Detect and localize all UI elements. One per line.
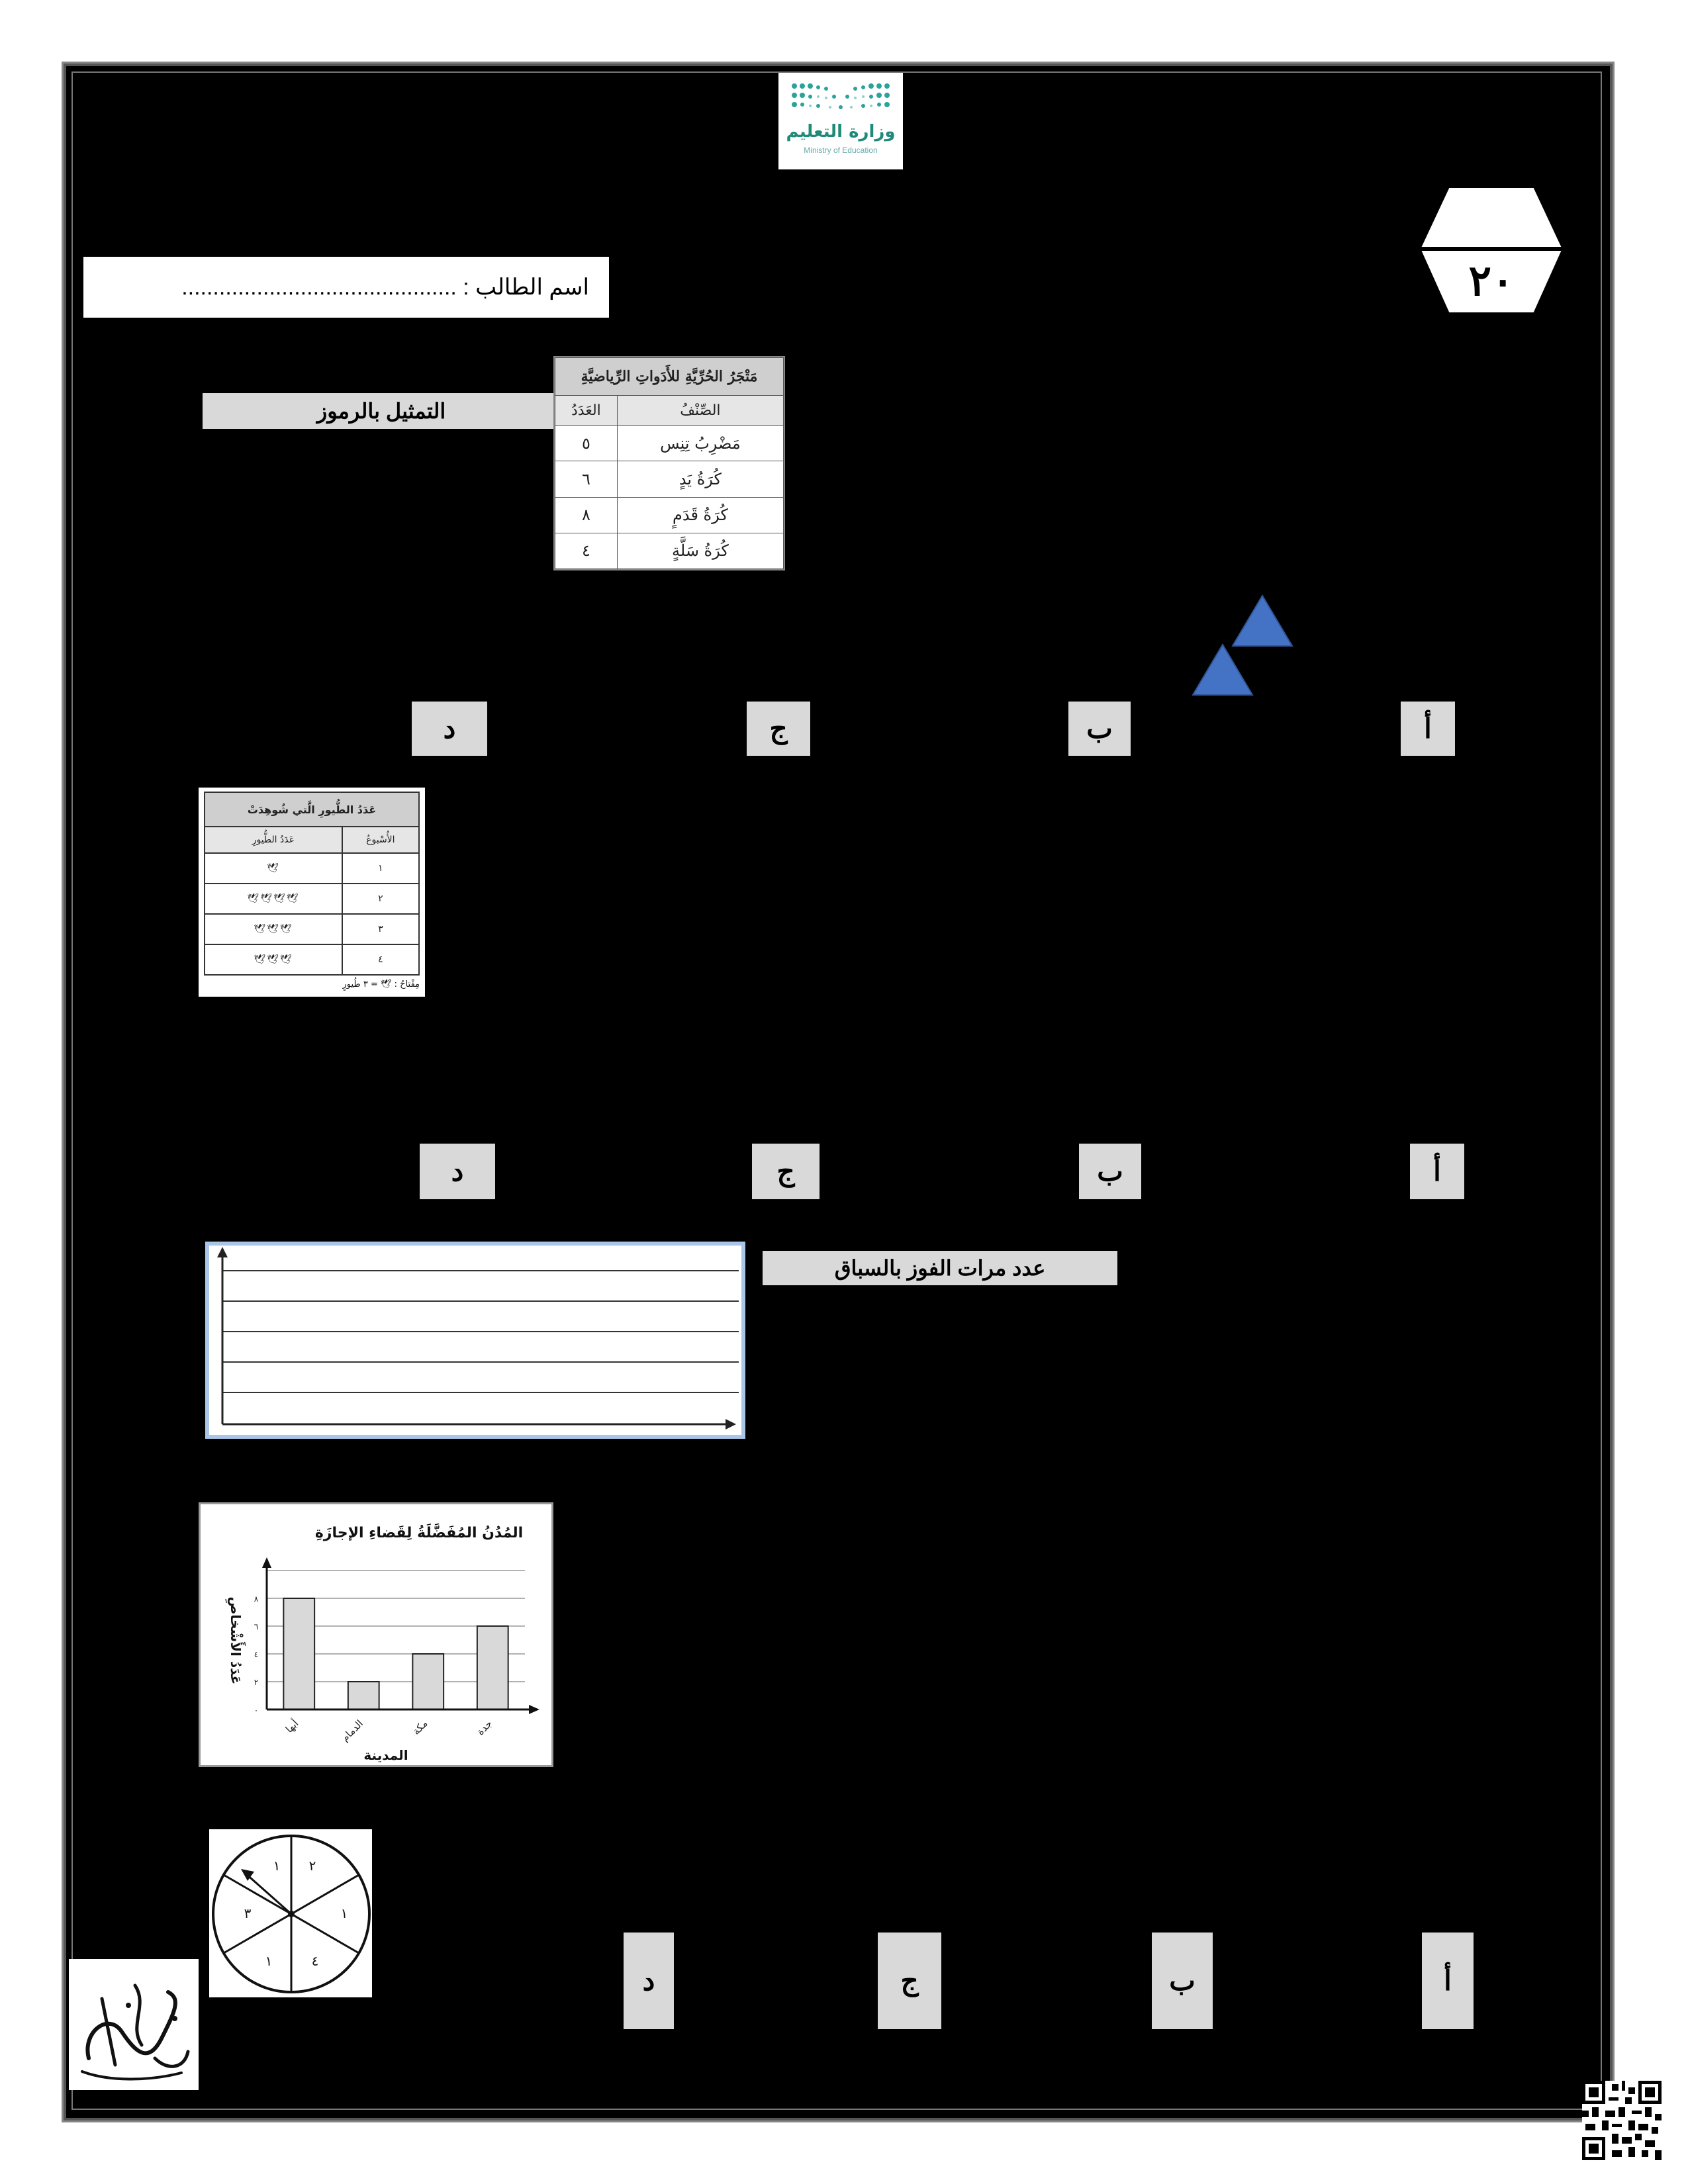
spinner-number: ١ — [273, 1858, 281, 1874]
q2-option-c[interactable]: ج — [752, 1144, 820, 1199]
y-tick-label: ٠ — [254, 1706, 259, 1715]
y-tick-label: ٢ — [254, 1678, 259, 1687]
y-tick-label: ٤ — [254, 1650, 259, 1659]
q5-option-d[interactable]: د — [624, 1933, 674, 2029]
table-header-count: العَدَدُ — [555, 396, 618, 426]
bar-مكة — [412, 1654, 444, 1709]
table-cell: 🕊 — [205, 853, 342, 884]
birds-table — [199, 788, 425, 997]
pictograph-label: التمثيل بالرموز — [203, 393, 560, 429]
q1-option-a[interactable]: أ — [1401, 702, 1455, 756]
qr-code — [1582, 2081, 1662, 2160]
spinner-figure — [209, 1829, 372, 1997]
table-cell: ١ — [342, 853, 419, 884]
sports-store-table — [553, 356, 785, 570]
table-cell: ٣ — [342, 914, 419, 944]
table-cell: ٦ — [555, 461, 618, 497]
y-tick-label: ٦ — [254, 1622, 259, 1631]
bar-chart-svg — [201, 1504, 551, 1765]
y-axis-arrow — [262, 1557, 271, 1568]
table-cell: ٤ — [342, 944, 419, 975]
empty-bar-grid[interactable] — [205, 1242, 745, 1439]
q5-option-c[interactable]: ج — [878, 1933, 941, 2029]
qr-code-icon — [1582, 2081, 1662, 2160]
q5-option-b[interactable]: ب — [1152, 1933, 1213, 2029]
table-row — [555, 426, 784, 461]
table-header-birds: عَدَدُ الطُّيورِ — [205, 827, 342, 853]
grid-lines — [209, 1246, 741, 1435]
table-cell: ٨ — [555, 497, 618, 533]
race-wins-label: عدد مرات الفوز بالسباق — [763, 1251, 1117, 1285]
q2-option-d[interactable]: د — [420, 1144, 495, 1199]
y-tick-label: ٨ — [254, 1594, 259, 1604]
ministry-logo — [778, 73, 903, 169]
x-tick-label: جدة — [474, 1717, 495, 1738]
table-cell: 🕊🕊🕊 — [205, 914, 342, 944]
logo-dots-icon — [788, 81, 894, 116]
table-cell: مَضْرِبُ تِنِس — [617, 426, 783, 461]
table-row — [205, 884, 419, 914]
calligraphy-signature-icon — [69, 1959, 199, 2090]
table-cell: 🕊🕊🕊 — [205, 944, 342, 975]
table-title: عَدَدُ الطُّيورِ الَّتي شُوهِدَتْ — [205, 792, 419, 827]
q5-option-a[interactable]: أ — [1422, 1933, 1474, 2029]
bar-جدة — [477, 1626, 508, 1709]
table-cell: كُرَةُ سَلَّةٍ — [617, 533, 783, 569]
triangle-icon — [1231, 594, 1293, 647]
logo-text-en: Ministry of Education — [804, 146, 878, 155]
spinner-svg — [209, 1829, 372, 1997]
page-frame-inner — [71, 71, 1602, 2110]
signature-logo — [69, 1959, 199, 2090]
spinner-number: ١ — [265, 1953, 273, 1969]
spinner-number: ١ — [340, 1905, 348, 1921]
q1-option-c[interactable]: ج — [747, 702, 810, 756]
bar-chart — [199, 1502, 553, 1767]
q1-option-b[interactable]: ب — [1068, 702, 1131, 756]
table-cell: كُرَةُ يَدٍ — [617, 461, 783, 497]
table-cell: 🕊🕊🕊🕊 — [205, 884, 342, 914]
score-value: ٢٠ — [1468, 257, 1515, 304]
x-tick-label: أبها — [283, 1717, 301, 1735]
x-tick-label: مكة — [410, 1717, 430, 1738]
chart-ylabel: عَدَدُ الأَشْخاصِ — [228, 1596, 244, 1685]
table-row — [205, 914, 419, 944]
table-title: مَتْجَرُ الحُرِّيَّةِ للأَدَواتِ الرِّياضيَّةِ — [555, 358, 784, 396]
chart-title: المُدُنُ المُفَضَّلَةُ لِقَضاءِ الإجازَةِ — [314, 1525, 524, 1541]
logo-text-ar: وزارة التعليم — [786, 122, 896, 142]
table-row — [555, 461, 784, 497]
chart-xlabel: المدينة — [363, 1747, 408, 1763]
x-tick-label: الدمام — [339, 1717, 366, 1745]
table-cell: ٤ — [555, 533, 618, 569]
table-key: مِفْتاحُ : 🕊 = ٣ طُيورٍ — [342, 979, 420, 989]
spinner-number: ٢ — [308, 1858, 316, 1874]
table-cell: ٢ — [342, 884, 419, 914]
table-row — [205, 853, 419, 884]
q1-option-d[interactable]: د — [412, 702, 487, 756]
table-cell: ٥ — [555, 426, 618, 461]
student-name-label: اسم الطالب : ............................................ — [181, 275, 589, 300]
triangle-icon — [1192, 643, 1254, 696]
table-row — [205, 944, 419, 975]
table-header-item: الصِّنْفُ — [617, 396, 783, 426]
table-cell: كُرَةُ قَدَمٍ — [617, 497, 783, 533]
spinner-number: ٣ — [244, 1905, 252, 1921]
bar-أبها — [283, 1598, 314, 1709]
bar-الدمام — [348, 1682, 379, 1709]
student-name-field[interactable] — [83, 257, 609, 318]
table-row — [555, 497, 784, 533]
table-row — [555, 533, 784, 569]
table-header-week: الأُسْبوعُ — [342, 827, 419, 853]
q2-option-a[interactable]: أ — [1410, 1144, 1464, 1199]
q2-option-b[interactable]: ب — [1079, 1144, 1141, 1199]
x-axis-arrow — [529, 1705, 539, 1714]
spinner-number: ٤ — [311, 1953, 319, 1969]
score-badge — [1417, 184, 1566, 316]
